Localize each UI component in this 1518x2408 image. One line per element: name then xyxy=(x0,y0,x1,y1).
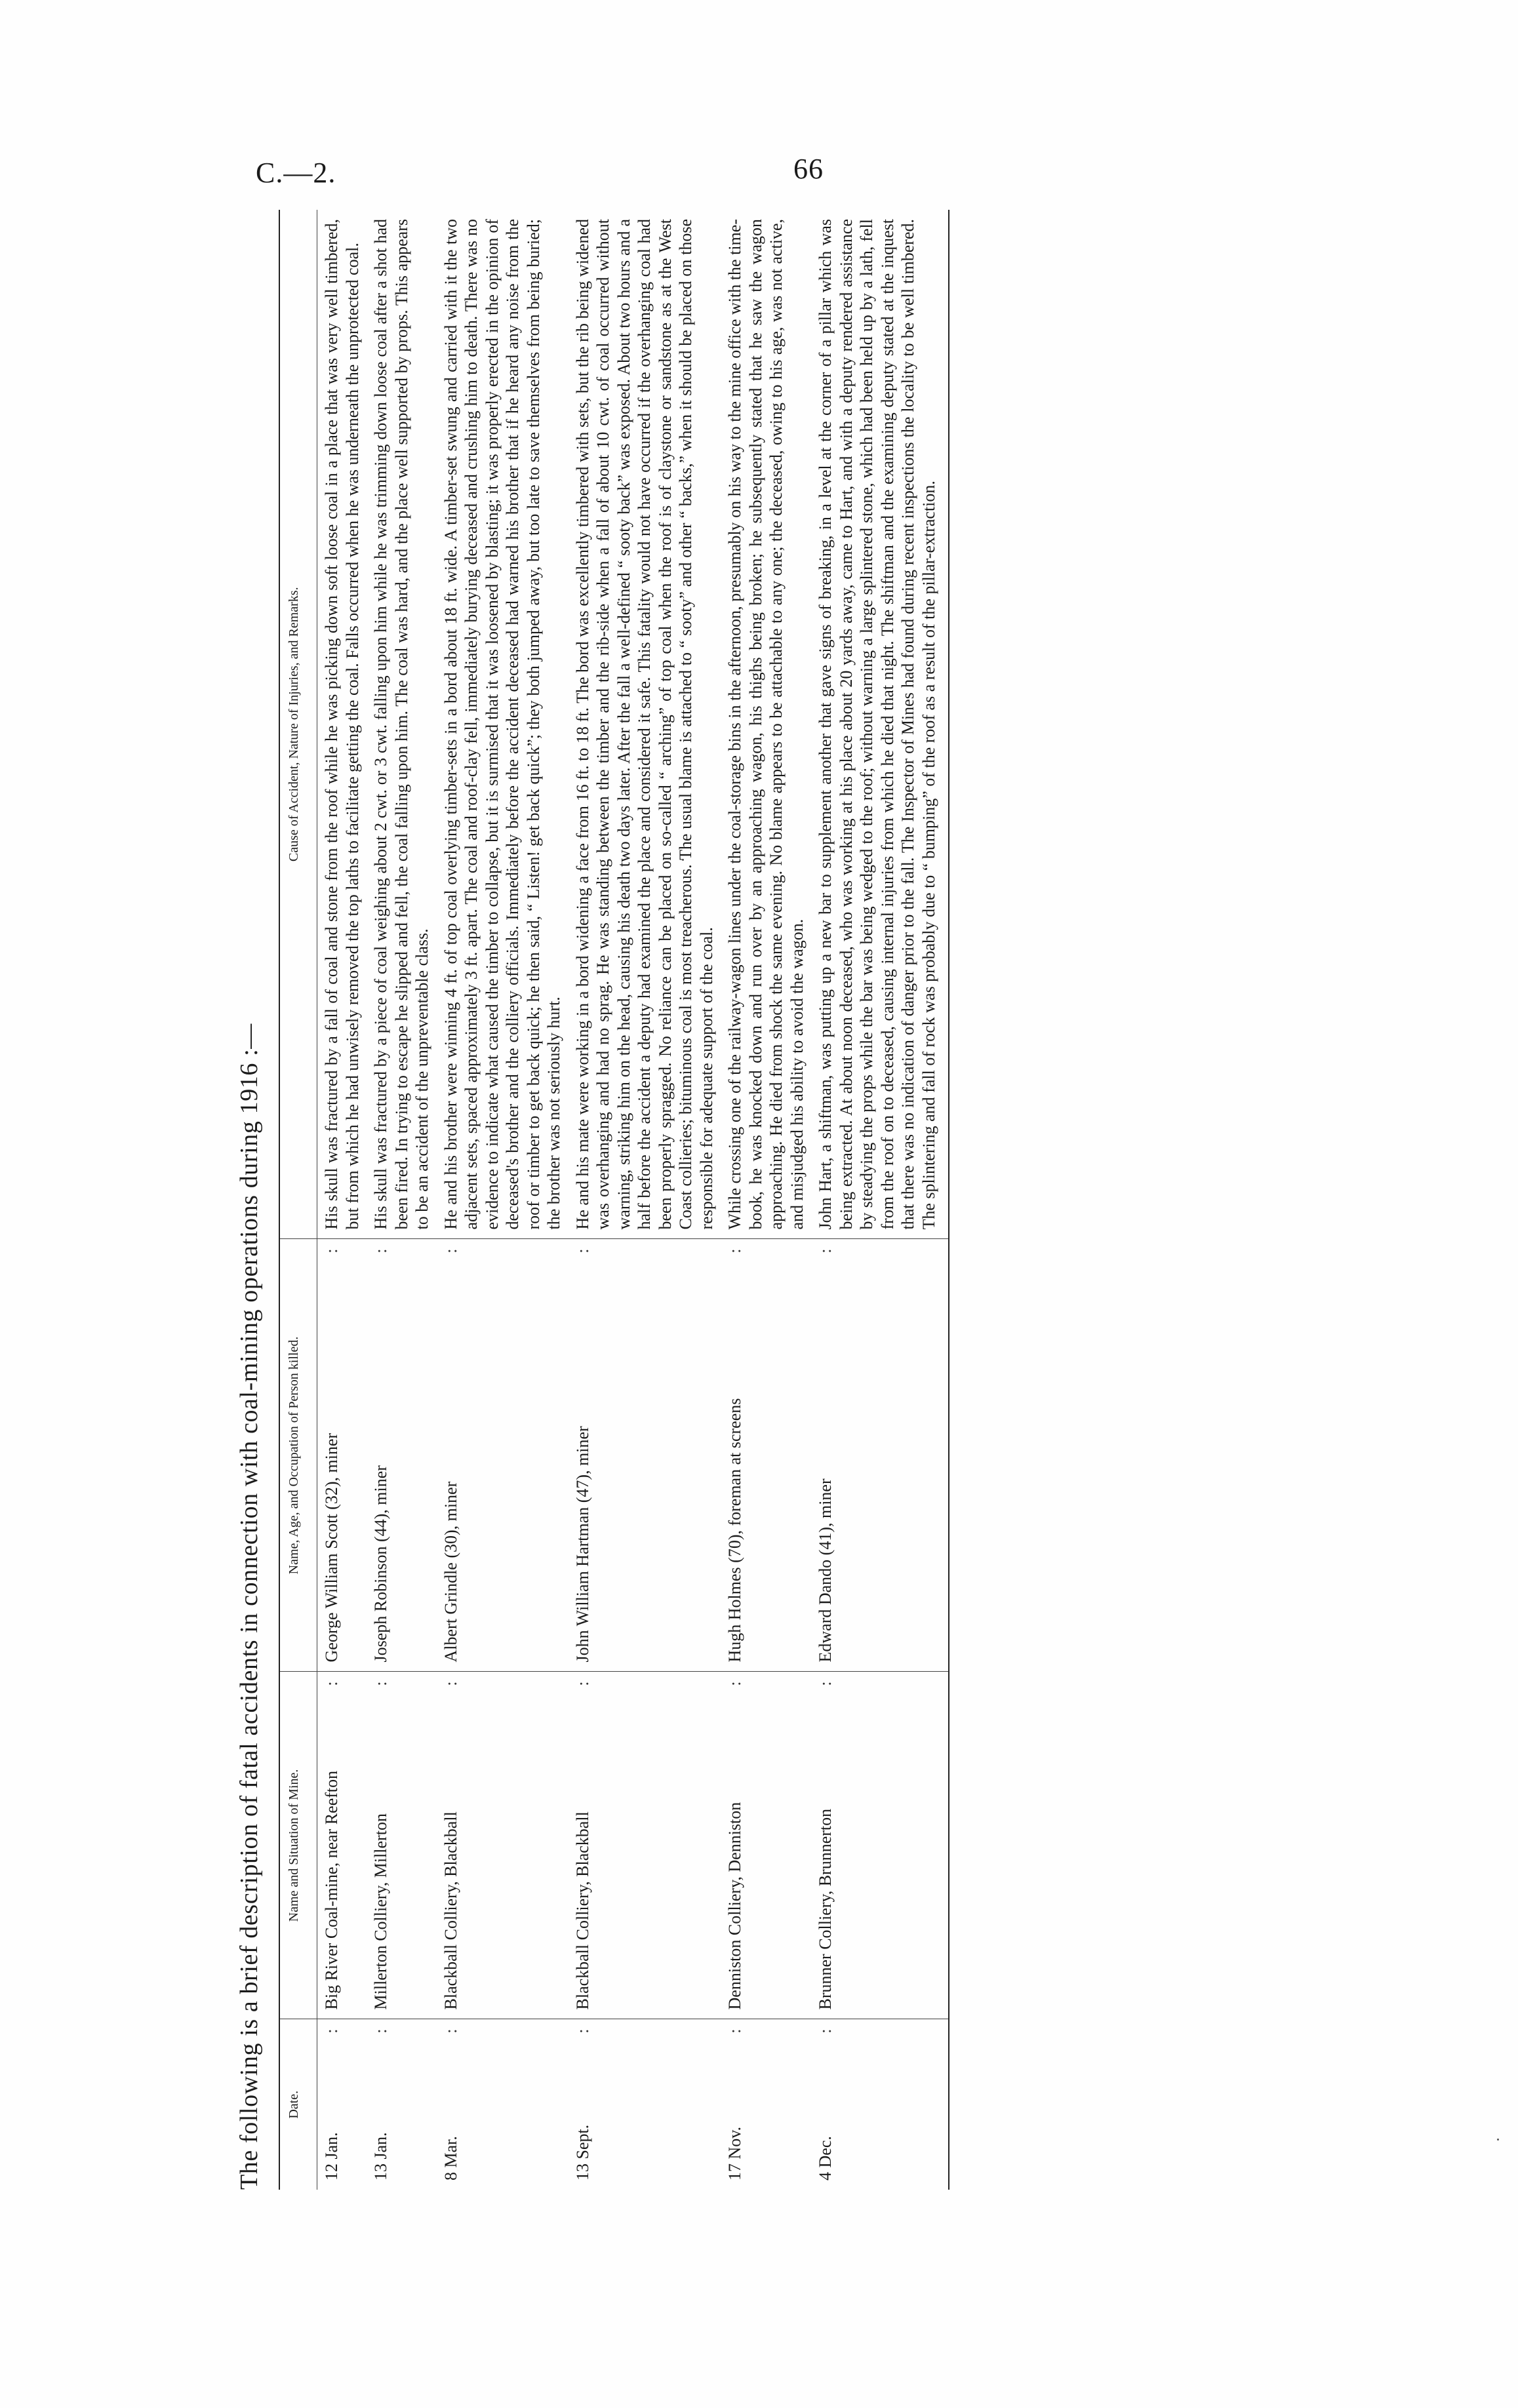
mine-text: Denniston Colliery, Denniston xyxy=(725,1802,744,2010)
cause-cell: He and his mate were working in a bord widening a face from 16 ft. to 18 ft. The bord was excellently timbered with sets, but the rib being widened was overhanging and had no sprag. He was standing between the timber and the rib-side when a fall of about 10 cwt. of coal occurred without warning, striking him on the head, causing his death two days later. After the fall a well-defined “ sooty back” was exposed. About two hours and a half before the accident a deputy had examined the place and considered it safe. This fatality would not have occurred if the overhanging coal had been properly spragged. No reliance can be placed on so-called “ arching” of top coal when the roof is of claystone or sandstone as at the West Coast collieries; bituminous coal is most treacherous. The usual blame is attached to “ sooty” and other “ backs,” when it should be placed on those responsible for adequate support of the coal. xyxy=(569,210,721,1239)
person-text: Hugh Holmes (70), foreman at screens xyxy=(725,1398,744,1663)
table-row xyxy=(569,210,721,2190)
date-text: 12 Jan. xyxy=(322,2132,341,2181)
col-header-date: Date. xyxy=(279,2019,317,2190)
col-header-person: Name, Age, and Occupation of Person killed. xyxy=(279,1239,317,1672)
date-text: 17 Nov. xyxy=(725,2126,744,2181)
person-text: John William Hartman (47), miner xyxy=(572,1426,592,1663)
person-text: Albert Grindle (30), miner xyxy=(441,1481,460,1663)
page-number: 66 xyxy=(793,153,824,185)
mine-cell: Blackball Colliery, Blackball : xyxy=(437,1672,569,2019)
table-row xyxy=(367,210,437,2190)
date-cell: 4 Dec. : xyxy=(811,2019,949,2190)
mine-cell: Brunner Colliery, Brunnerton : xyxy=(811,1672,949,2019)
col-header-mine: Name and Situation of Mine. xyxy=(279,1672,317,2019)
cause-cell: His skull was fractured by a fall of coal and stone from the roof while he was picking down soft loose coal in a place that was very well timbered, but from which he had unwisely removed the top laths to facilitate getting the coal. Falls occurred when he was underneath the unprotected coal. xyxy=(317,210,367,1239)
date-text: 13 Jan. xyxy=(371,2132,390,2181)
intro-sentence: The following is a brief description of fatal accidents in connection with coal-mining operations during 1916 :— xyxy=(235,1023,263,2190)
date-cell: 13 Jan. : xyxy=(371,2028,390,2181)
cause-cell: His skull was fractured by a piece of coal weighing about 2 cwt. or 3 cwt. falling upon him while he was trimming down loose coal after a shot had been fired. In trying to escape he slipped and fell, the coal falling upon him. The coal was hard, and the place well supported by props. This appears to be an accident of the unpreventable class. xyxy=(367,210,437,1239)
person-text: Joseph Robinson (44), miner xyxy=(371,1465,390,1663)
person-cell: George William Scott (32), miner : xyxy=(317,1239,367,1672)
mine-text: Blackball Colliery, Blackball xyxy=(572,1811,592,2010)
person-cell: Joseph Robinson (44), miner : xyxy=(367,1239,437,1672)
person-cell: Hugh Holmes (70), foreman at screens : xyxy=(721,1239,811,1672)
date-cell: 17 Nov. : xyxy=(725,2028,744,2181)
mine-text: Blackball Colliery, Blackball xyxy=(441,1811,460,2010)
mine-cell: Denniston Colliery, Denniston : xyxy=(721,1672,811,2019)
rotated-page-body xyxy=(233,210,1361,2190)
mine-text: Brunner Colliery, Brunnerton xyxy=(816,1808,835,2010)
date-text: 8 Mar. xyxy=(441,2136,460,2181)
date-text: 4 Dec. xyxy=(816,2136,835,2181)
cause-cell: He and his brother were winning 4 ft. of top coal overlying timber-sets in a bord about 18 ft. wide. A timber-set swung and carried with it the two adjacent sets, spaced approximately 3 ft. apart. The coal and roof-clay fell, immediately burying deceased and crushing him to death. There was no evidence to indicate what caused the timber to collapse, but it is surmised that it was loosened by blasting; it was properly erected in the opinion of deceased's brother and the colliery officials. Immediately before the accident deceased had warned his brother that if he heard any noise from the roof or timber to get back quick; he then said, “ Listen! get back quick”; they both jumped away, but too late to save themselves from being buried; the brother was not seriously hurt. xyxy=(437,210,569,1239)
date-cell: 13 Sept. : xyxy=(572,2028,592,2181)
page-header-ref: C.—2. xyxy=(256,157,336,189)
mine-cell: Big River Coal-mine, near Reefton : xyxy=(317,1672,367,2019)
cause-cell: John Hart, a shiftman, was putting up a new bar to supplement another that gave signs of breaking, in a level at the corner of a pillar which was being extracted. At about noon deceased, who was working at his place about 20 yards away, came to Hart, and with a deputy rendered assistance by steadying the props while the bar was being wedged to the roof; without warning a large splintered stone, which had been held up by a lath, fell from the roof on to deceased, causing internal injuries from which he died that night. The shiftman and the examining deputy stated at the inquest that there was no indication of danger prior to the fall. The Inspector of Mines had found during recent inspections the locality to be well timbered. The splintering and fall of rock was probably due to “ bumping” of the roof as a result of the pillar-extraction. xyxy=(811,210,949,1239)
person-cell: John William Hartman (47), miner : xyxy=(569,1239,721,1672)
cause-cell: While crossing one of the railway-wagon lines under the coal-storage bins in the afternoon, presumably on his way to the mine office with the time-book, he was knocked down and run over by an approaching wagon, his thighs being broken; he subsequently stated that he saw the wagon approaching. He died from shock the same evening. No blame appears to be attachable to any one; the deceased, owing to his age, was not active, and misjudged his ability to avoid the wagon. xyxy=(721,210,811,1239)
mine-text: Big River Coal-mine, near Reefton xyxy=(322,1770,341,2010)
mine-cell: Millerton Colliery, Millerton : xyxy=(367,1672,437,2019)
accidents-table-wrap xyxy=(279,210,1354,2190)
table-row xyxy=(437,210,569,2190)
table-row xyxy=(317,210,367,2190)
table-header-row xyxy=(279,210,317,2190)
date-cell: 12 Jan. : xyxy=(322,2028,341,2181)
person-text: Edward Dando (41), miner xyxy=(816,1478,835,1663)
table-row xyxy=(811,210,949,2190)
mine-text: Millerton Colliery, Millerton xyxy=(371,1813,390,2010)
person-cell: Albert Grindle (30), miner : xyxy=(437,1239,569,1672)
person-cell: Edward Dando (41), miner : xyxy=(811,1239,949,1672)
date-text: 13 Sept. xyxy=(572,2124,592,2181)
table-row xyxy=(721,210,811,2190)
accidents-table xyxy=(279,210,949,2190)
scan-speck xyxy=(1497,2139,1499,2141)
person-text: George William Scott (32), miner xyxy=(322,1432,341,1663)
date-cell: 8 Mar. : xyxy=(441,2028,460,2181)
col-header-cause: Cause of Accident, Nature of Injuries, and Remarks. xyxy=(279,210,317,1239)
mine-cell: Blackball Colliery, Blackball : xyxy=(569,1672,721,2019)
